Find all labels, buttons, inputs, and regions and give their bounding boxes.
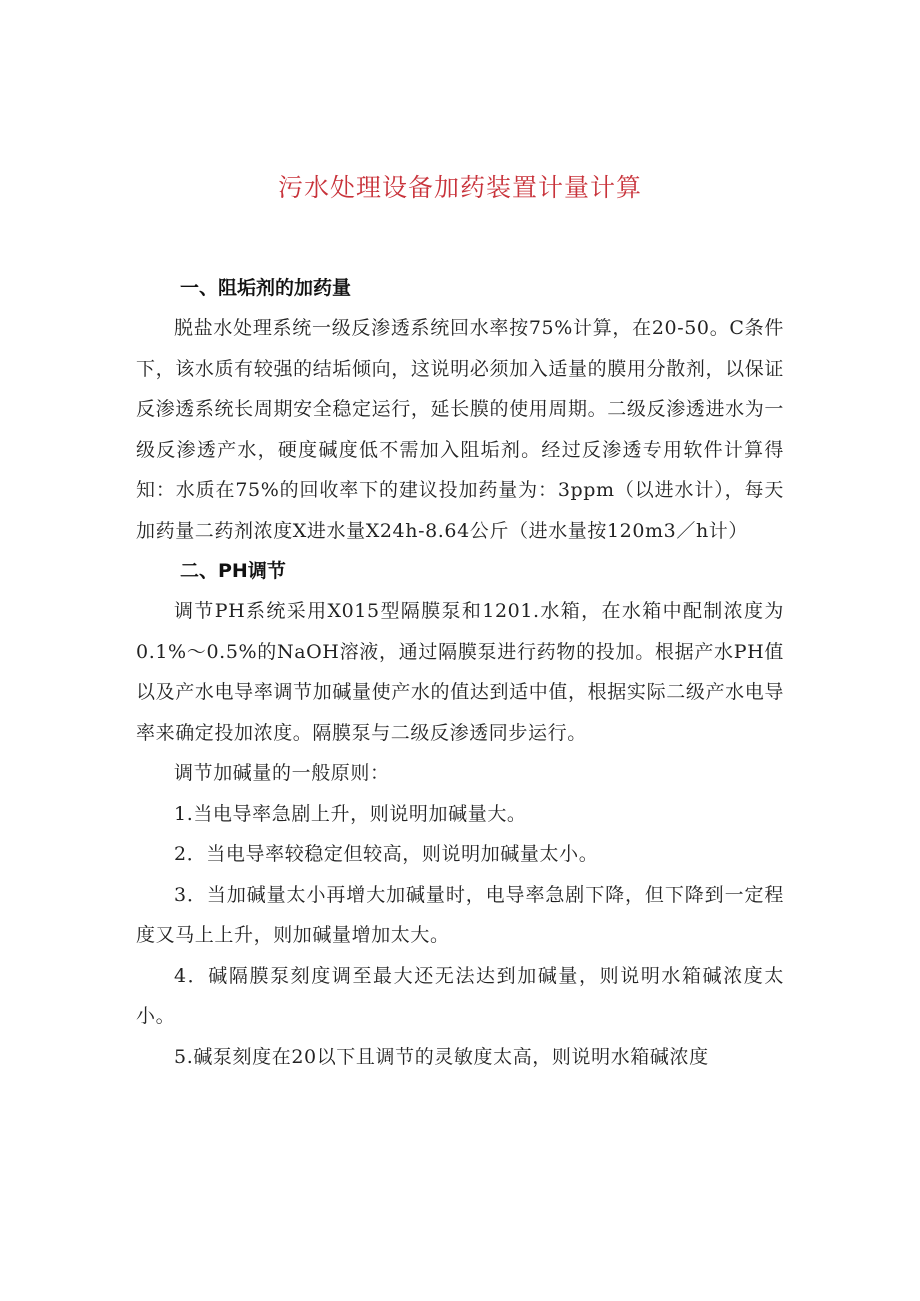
- document-body: [136, 268, 784, 1077]
- document-title: 污水处理设备加药装置计量计算: [277, 173, 642, 202]
- section-2-heading: 二、PH调节: [180, 560, 286, 582]
- principle-item-1: 1.当电导率急剧上升，则说明加碱量大。: [174, 802, 527, 825]
- section-1-paragraph: 脱盐水处理系统一级反渗透系统回水率按75%计算，在20-50。C条件下，该水质有较强的结垢倾向，这说明必须加入适量的膜用分散剂，以保证反渗透系统长周期安全稳定运行，延长膜的使用周期。二级反渗透进水为一级反渗透产水，硬度碱度低不需加入阻垢剂。经过反渗透专用软件计算得知：水质在75%的回收率下的建议投加药量为：3ppm（以进水计），每天加药量二药剂浓度X进水量X24h-8.64公斤（进水量按120m3／h计）: [136, 317, 784, 542]
- principle-item-4: 4．碱隔膜泵刻度调至最大还无法达到加碱量，则说明水箱碱浓度太小。: [136, 964, 784, 1027]
- principles-intro: 调节加碱量的一般原则：: [174, 762, 390, 784]
- section-1-heading: 一、阻垢剂的加药量: [180, 277, 352, 299]
- principle-item-2: 2．当电导率较稳定但较高，则说明加碱量太小。: [174, 843, 599, 865]
- principle-item-3: 3．当加碱量太小再增大加碱量时，电导率急剧下降，但下降到一定程度又马上上升，则加碱量增加太大。: [136, 883, 784, 946]
- principle-item-5: 5.碱泵刻度在20以下且调节的灵敏度太高，则说明水箱碱浓度: [174, 1045, 709, 1068]
- section-2-paragraph: 调节PH系统采用X015型隔膜泵和1201.水箱，在水箱中配制浓度为0.1%～0.5%的NaOH溶液，通过隔膜泵进行药物的投加。根据产水PH值以及产水电导率调节加碱量使产水的值达到适中值，根据实际二级产水电导率来确定投加浓度。隔膜泵与二级反渗透同步运行。: [136, 600, 784, 744]
